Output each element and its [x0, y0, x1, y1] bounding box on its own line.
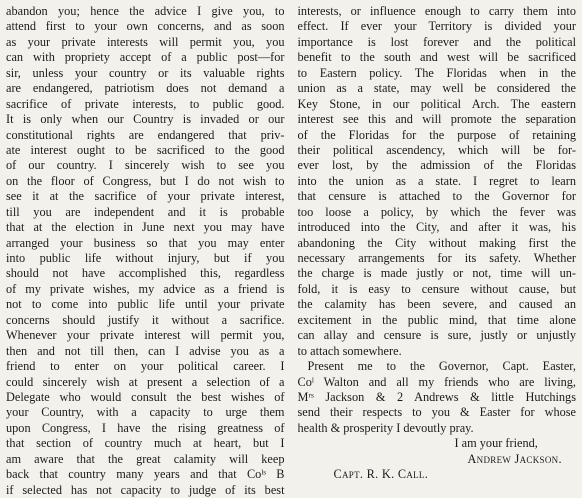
text-line: Key Stone, in our political Arch. The eastern: [297, 96, 576, 111]
text-line: benefit to the south and west will be sacrificed: [297, 50, 576, 65]
signature-valediction: I am your friend,: [454, 436, 538, 451]
text-line: ever lost, by the admission of the Floridas: [297, 158, 576, 173]
text-line: their political ascendency, which will be for-: [297, 142, 576, 157]
addressee: Capt. R. K. Call.: [333, 467, 429, 482]
text-line: arranged your business so that you may enter: [6, 235, 285, 250]
text-line: of the Floridas for the purpose of retaining: [297, 127, 576, 142]
text-line: of our country. I sincerely wish to see you: [6, 158, 285, 173]
closing-line: Present me to the Governor, Capt. Easter,: [307, 359, 576, 374]
closing-line: Coˡ Walton and all my friends who are living,: [297, 374, 576, 389]
closing-line: send their respects to you & Easter for whose: [297, 405, 576, 420]
text-line: can with propriety accept of a public post—for: [6, 50, 285, 65]
closing-line: Mʳˢ Jackson & 2 Andrews & little Hutchings: [297, 389, 576, 404]
closing-line: health & prosperity I devoutly pray.: [297, 420, 474, 435]
text-line: Delegate who would consult the best wishes of: [6, 389, 285, 404]
text-line: not to come into public life until your private: [6, 297, 285, 312]
text-line: effect. If ever your Territory is divided your: [297, 19, 576, 34]
text-line: could sincerely wish at present a selection of a: [6, 374, 285, 389]
text-line: should not have accomplished this, regardless: [6, 266, 285, 281]
right-column: [297, 4, 577, 482]
text-line: on the floor of Congress, but I do not wish to: [6, 173, 285, 188]
text-line: to Eastern policy. The Floridas when in the: [297, 65, 576, 80]
text-line: interests, or influence enough to carry them into: [297, 4, 576, 18]
text-line: interest see this and will promote the separation: [297, 112, 576, 127]
text-line: introduced into the City, and after it was, his: [297, 220, 576, 235]
text-line: attend first to your own concerns, and as soon: [6, 19, 285, 34]
text-line: friend to enter on your political career. I: [6, 359, 285, 374]
left-column: [6, 4, 285, 497]
text-line: importance is lost forever and the political: [297, 34, 576, 49]
text-line: see it at the sacrifice of your private interest,: [6, 189, 285, 204]
text-line: am aware that the great calamity will keep: [6, 451, 285, 466]
text-line: Whenever your private interest will permit you,: [6, 328, 285, 343]
text-line: the calamity has been severe, and caused an: [297, 297, 576, 312]
text-line: then and not till then, can I advise you as a: [6, 343, 285, 358]
text-line: your Country, with a capacity to urge them: [6, 405, 285, 420]
text-line: abandon you; hence the advice I give you, to: [6, 4, 285, 18]
text-line: into the union as a state. I regret to learn: [297, 173, 576, 188]
text-line: abandoning the City without making first the: [297, 235, 576, 250]
text-line: sir, unless your country or its valuable rights: [6, 65, 285, 80]
text-line: the charge is made justly or not, time will un-: [297, 266, 576, 281]
text-line: into public life without injury, but if you: [6, 251, 285, 265]
text-line: too loose a policy, by which the fever was: [297, 204, 576, 219]
text-line: as your private interests will permit you, you: [6, 34, 285, 49]
text-line: union as a state, may well be considered the: [297, 81, 576, 96]
text-line: that censure is attached to the Governor for: [297, 189, 576, 204]
text-line: sacrifice of private interests, to public good.: [6, 96, 285, 111]
text-line: It is only when our Country is invaded or our: [6, 112, 285, 127]
text-line: of my private wishes, my advice as a friend is: [6, 281, 285, 296]
text-line: fold, it is easy to censure without cause, but: [297, 281, 576, 296]
text-line: excitement in the public mind, that time alone: [297, 312, 576, 327]
text-line: upon Congress, I have the rising greatness of: [6, 420, 285, 435]
signature-name: Andrew Jackson.: [467, 451, 562, 466]
text-line: back that country many years and that Coˡˢ B: [6, 467, 285, 482]
text-line: till you are independent and it is probable: [6, 204, 285, 219]
text-line: are endangered, patriotism does not demand a: [6, 81, 285, 96]
text-line: ate interest ought to be sacrificed to the good: [6, 142, 285, 157]
text-line: constitutional rights are endangered that priv-: [6, 127, 285, 142]
text-line: concerns should justify it without a sacrifice.: [6, 312, 285, 327]
text-line: can allay and censure is sure, justly or unjustly: [297, 328, 576, 343]
text-line: necessary arrangements for its safety. Whether: [297, 251, 576, 265]
text-line: to attach somewhere.: [297, 343, 402, 358]
text-line: that section of country much at heart, but I: [6, 436, 285, 451]
text-line: if selected has not capacity to judge of its best: [6, 482, 285, 497]
text-line: that at the election in June next you may have: [6, 220, 285, 235]
